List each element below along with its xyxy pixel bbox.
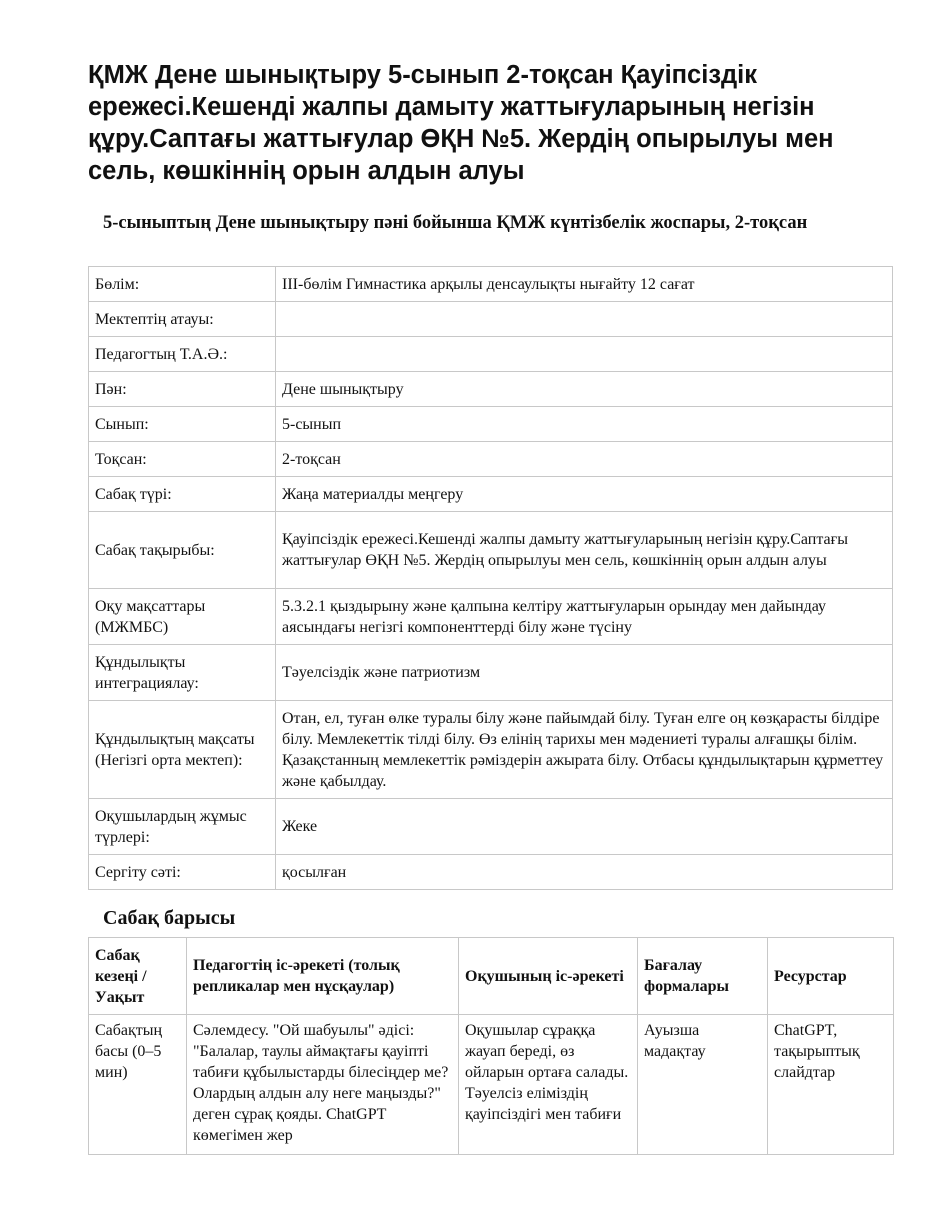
info-value: Отан, ел, туған өлке туралы білу және пайымдай білу. Туған елге оң көзқарасты білдіре білу. Мемлекеттік тілді білу. Өз елінің тарихы мен мәдениеті туралы алғашқы білім. Қазақстанның мемлекеттік рәміздерін ажырата білу. Отбасы құндылықтарын құрметтеу және қабылдау. bbox=[276, 701, 893, 799]
info-label: Сабақ түрі: bbox=[89, 477, 276, 512]
info-row bbox=[89, 302, 893, 337]
info-label: Құндылықтың мақсаты (Негізгі орта мектеп): bbox=[89, 701, 276, 799]
info-value: Жеке bbox=[276, 799, 893, 855]
info-row bbox=[89, 442, 893, 477]
resources-cell: ChatGPT, тақырыптық слайдтар bbox=[768, 1015, 894, 1155]
lesson-flow-table bbox=[88, 937, 894, 1155]
info-row bbox=[89, 477, 893, 512]
info-row bbox=[89, 855, 893, 890]
plan-subtitle: 5-сыныптың Дене шынықтыру пәні бойынша ҚМЖ күнтізбелік жоспары, 2-тоқсан bbox=[103, 213, 808, 233]
info-row bbox=[89, 512, 893, 589]
info-value: Жаңа материалды меңгеру bbox=[276, 477, 893, 512]
info-row bbox=[89, 799, 893, 855]
info-value: 5-сынып bbox=[276, 407, 893, 442]
column-header-stage: Сабақ кезеңі / Уақыт bbox=[89, 938, 187, 1015]
info-value bbox=[276, 302, 893, 337]
info-value: Дене шынықтыру bbox=[276, 372, 893, 407]
stage-cell: Сабақтың басы (0–5 мин) bbox=[89, 1015, 187, 1155]
info-row bbox=[89, 337, 893, 372]
info-value: қосылған bbox=[276, 855, 893, 890]
info-row bbox=[89, 589, 893, 645]
info-label: Сергіту сәті: bbox=[89, 855, 276, 890]
lesson-header-row bbox=[89, 938, 894, 1015]
info-label: Сабақ тақырыбы: bbox=[89, 512, 276, 589]
info-value: Қауіпсіздік ережесі.Кешенді жалпы дамыту жаттығуларының негізін құру.Саптағы жаттығулар ӨҚН №5. Жердің опырылуы мен сель, көшкіннің орын алдын алуы bbox=[276, 512, 893, 589]
info-label: Тоқсан: bbox=[89, 442, 276, 477]
info-row bbox=[89, 645, 893, 701]
teacher-activity-cell: Сәлемдесу. "Ой шабуылы" әдісі: "Балалар, таулы аймақтағы қауіпті табиғи құбылыстарды білесіңдер ме? Олардың алдын алу неге маңызды?" деген сұрақ қояды. ChatGPT көмегімен жер bbox=[187, 1015, 459, 1155]
info-label: Бөлім: bbox=[89, 267, 276, 302]
info-value: 2-тоқсан bbox=[276, 442, 893, 477]
info-label: Оқу мақсаттары (МЖМБС) bbox=[89, 589, 276, 645]
page-title: ҚМЖ Дене шынықтыру 5-сынып 2-тоқсан Қауіпсіздік ережесі.Кешенді жалпы дамыту жаттығуларының негізін құру.Саптағы жаттығулар ӨҚН №5. Жердің опырылуы мен сель, көшкіннің орын алдын алуы bbox=[88, 61, 834, 185]
info-value: ІІІ-бөлім Гимнастика арқылы денсаулықты нығайту 12 сағат bbox=[276, 267, 893, 302]
column-header-resources: Ресурстар bbox=[768, 938, 894, 1015]
info-label: Педагогтың Т.А.Ә.: bbox=[89, 337, 276, 372]
info-row bbox=[89, 407, 893, 442]
lesson-info-table bbox=[88, 266, 893, 890]
column-header-assessment: Бағалау формалары bbox=[638, 938, 768, 1015]
info-row bbox=[89, 267, 893, 302]
student-activity-cell: Оқушылар сұраққа жауап береді, өз ойларын ортаға салады. Тәуелсіз еліміздің қауіпсіздігі мен табиғи bbox=[459, 1015, 638, 1155]
info-row bbox=[89, 701, 893, 799]
info-label: Пән: bbox=[89, 372, 276, 407]
info-value: 5.3.2.1 қыздырыну және қалпына келтіру жаттығуларын орындау мен дайындау аясындағы негізгі компоненттерді білу және түсіну bbox=[276, 589, 893, 645]
table-row bbox=[89, 1015, 894, 1155]
column-header-student: Оқушының іс-әрекеті bbox=[459, 938, 638, 1015]
info-label: Оқушылардың жұмыс түрлері: bbox=[89, 799, 276, 855]
assessment-cell: Ауызша мадақтау bbox=[638, 1015, 768, 1155]
column-header-teacher: Педагогтің іс-әрекеті (толық репликалар мен нұсқаулар) bbox=[187, 938, 459, 1015]
info-label: Құндылықты интеграциялау: bbox=[89, 645, 276, 701]
info-label: Мектептің атауы: bbox=[89, 302, 276, 337]
info-value: Тәуелсіздік және патриотизм bbox=[276, 645, 893, 701]
lesson-flow-heading: Сабақ барысы bbox=[103, 907, 236, 929]
info-label: Сынып: bbox=[89, 407, 276, 442]
info-row bbox=[89, 372, 893, 407]
info-value bbox=[276, 337, 893, 372]
